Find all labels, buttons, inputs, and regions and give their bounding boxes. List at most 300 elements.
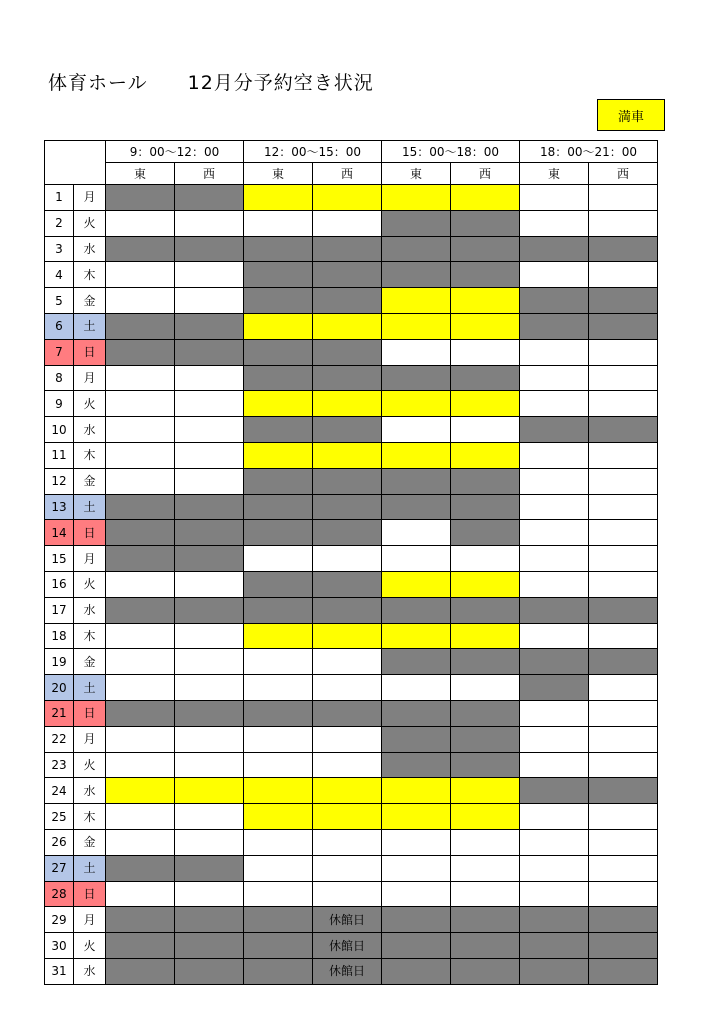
day-number: 30	[45, 933, 74, 959]
slot-cell	[175, 623, 244, 649]
slot-cell	[244, 804, 313, 830]
slot-cell	[451, 778, 520, 804]
slot-cell	[106, 700, 175, 726]
slot-cell	[175, 442, 244, 468]
slot-cell	[520, 365, 589, 391]
slot-cell	[589, 752, 658, 778]
slot-cell	[589, 778, 658, 804]
slot-cell	[106, 907, 175, 933]
slot-cell	[175, 468, 244, 494]
slot-cell	[244, 907, 313, 933]
day-row	[45, 778, 658, 804]
weekday: 金	[74, 829, 106, 855]
slot-cell	[175, 185, 244, 211]
slot-cell	[520, 752, 589, 778]
slot-cell	[382, 829, 451, 855]
slot-cell	[520, 804, 589, 830]
slot-cell	[451, 288, 520, 314]
slot-cell	[106, 339, 175, 365]
closed-day-note: 休館日	[313, 958, 382, 984]
sub-column-header: 東	[106, 163, 175, 185]
slot-cell	[382, 391, 451, 417]
weekday: 火	[74, 210, 106, 236]
slot-cell	[382, 417, 451, 443]
slot-cell	[451, 494, 520, 520]
time-slot-header: 9：00～12：00	[106, 141, 244, 163]
slot-cell	[451, 597, 520, 623]
slot-cell	[589, 623, 658, 649]
slot-cell	[520, 546, 589, 572]
slot-cell	[382, 288, 451, 314]
slot-cell	[382, 339, 451, 365]
slot-cell	[382, 210, 451, 236]
weekday: 月	[74, 726, 106, 752]
slot-cell	[244, 288, 313, 314]
weekday: 水	[74, 236, 106, 262]
slot-cell	[313, 649, 382, 675]
slot-cell	[451, 339, 520, 365]
day-number: 27	[45, 855, 74, 881]
slot-cell	[244, 494, 313, 520]
day-number: 19	[45, 649, 74, 675]
slot-cell	[313, 829, 382, 855]
slot-cell	[382, 958, 451, 984]
day-number: 3	[45, 236, 74, 262]
slot-cell	[589, 855, 658, 881]
slot-cell	[451, 546, 520, 572]
day-row	[45, 546, 658, 572]
slot-cell	[244, 649, 313, 675]
slot-cell	[313, 520, 382, 546]
slot-cell	[175, 417, 244, 443]
slot-cell	[589, 520, 658, 546]
slot-cell	[520, 623, 589, 649]
slot-cell	[589, 391, 658, 417]
day-row	[45, 313, 658, 339]
slot-cell	[175, 365, 244, 391]
slot-cell	[451, 649, 520, 675]
day-number: 8	[45, 365, 74, 391]
weekday: 金	[74, 649, 106, 675]
slot-cell	[451, 262, 520, 288]
weekday: 土	[74, 855, 106, 881]
day-row	[45, 829, 658, 855]
reservation-table	[44, 140, 658, 985]
day-number: 20	[45, 675, 74, 701]
slot-cell	[451, 726, 520, 752]
slot-cell	[106, 210, 175, 236]
slot-cell	[244, 752, 313, 778]
slot-cell	[382, 597, 451, 623]
weekday: 日	[74, 339, 106, 365]
slot-cell	[382, 185, 451, 211]
slot-cell	[451, 571, 520, 597]
slot-cell	[589, 804, 658, 830]
slot-cell	[244, 829, 313, 855]
slot-cell	[520, 571, 589, 597]
slot-cell	[106, 417, 175, 443]
slot-cell	[451, 520, 520, 546]
slot-cell	[244, 185, 313, 211]
slot-cell	[382, 468, 451, 494]
slot-cell	[313, 726, 382, 752]
slot-cell	[520, 649, 589, 675]
slot-cell	[589, 288, 658, 314]
slot-cell	[589, 675, 658, 701]
slot-cell	[244, 262, 313, 288]
day-row	[45, 855, 658, 881]
slot-cell	[589, 958, 658, 984]
slot-cell	[451, 623, 520, 649]
slot-cell	[175, 649, 244, 675]
slot-cell	[175, 778, 244, 804]
slot-cell	[106, 365, 175, 391]
slot-cell	[589, 442, 658, 468]
slot-cell	[451, 933, 520, 959]
slot-cell	[313, 288, 382, 314]
sub-column-header: 東	[382, 163, 451, 185]
day-row	[45, 236, 658, 262]
day-number: 14	[45, 520, 74, 546]
sub-column-header: 東	[520, 163, 589, 185]
weekday: 木	[74, 623, 106, 649]
slot-cell	[313, 881, 382, 907]
slot-cell	[313, 571, 382, 597]
slot-cell	[382, 675, 451, 701]
slot-cell	[589, 236, 658, 262]
slot-cell	[106, 752, 175, 778]
slot-cell	[520, 442, 589, 468]
slot-cell	[175, 933, 244, 959]
slot-cell	[382, 571, 451, 597]
weekday: 金	[74, 468, 106, 494]
slot-cell	[382, 494, 451, 520]
slot-cell	[520, 958, 589, 984]
day-number: 29	[45, 907, 74, 933]
slot-cell	[382, 262, 451, 288]
slot-cell	[244, 546, 313, 572]
slot-cell	[106, 442, 175, 468]
sub-column-header: 東	[244, 163, 313, 185]
slot-cell	[520, 597, 589, 623]
slot-cell	[106, 185, 175, 211]
day-number: 28	[45, 881, 74, 907]
slot-cell	[520, 933, 589, 959]
slot-cell	[313, 391, 382, 417]
slot-cell	[589, 339, 658, 365]
day-row	[45, 933, 658, 959]
slot-cell	[382, 546, 451, 572]
weekday: 火	[74, 933, 106, 959]
day-row	[45, 907, 658, 933]
day-number: 1	[45, 185, 74, 211]
day-number: 2	[45, 210, 74, 236]
slot-cell	[589, 907, 658, 933]
slot-cell	[106, 855, 175, 881]
weekday: 木	[74, 804, 106, 830]
slot-cell	[382, 700, 451, 726]
slot-cell	[106, 236, 175, 262]
slot-cell	[106, 778, 175, 804]
day-row	[45, 442, 658, 468]
slot-cell	[451, 829, 520, 855]
slot-cell	[451, 468, 520, 494]
slot-cell	[175, 520, 244, 546]
slot-cell	[520, 288, 589, 314]
closed-day-note: 休館日	[313, 907, 382, 933]
slot-cell	[589, 262, 658, 288]
slot-cell	[382, 933, 451, 959]
day-row	[45, 881, 658, 907]
slot-cell	[175, 881, 244, 907]
slot-cell	[313, 752, 382, 778]
weekday: 月	[74, 185, 106, 211]
slot-cell	[382, 804, 451, 830]
slot-cell	[175, 700, 244, 726]
slot-cell	[106, 829, 175, 855]
weekday: 金	[74, 288, 106, 314]
slot-cell	[589, 933, 658, 959]
slot-cell	[106, 597, 175, 623]
slot-cell	[520, 339, 589, 365]
day-number: 6	[45, 313, 74, 339]
slot-cell	[244, 881, 313, 907]
page-title: 体育ホール 12月分予約空き状況	[48, 72, 374, 94]
day-number: 31	[45, 958, 74, 984]
slot-cell	[313, 804, 382, 830]
day-number: 16	[45, 571, 74, 597]
slot-cell	[313, 855, 382, 881]
day-row	[45, 262, 658, 288]
slot-cell	[106, 391, 175, 417]
slot-cell	[589, 649, 658, 675]
slot-cell	[589, 829, 658, 855]
slot-cell	[520, 210, 589, 236]
day-number: 21	[45, 700, 74, 726]
slot-cell	[520, 391, 589, 417]
day-number: 7	[45, 339, 74, 365]
slot-cell	[520, 675, 589, 701]
slot-cell	[451, 365, 520, 391]
day-row	[45, 623, 658, 649]
slot-cell	[244, 855, 313, 881]
slot-cell	[589, 417, 658, 443]
weekday: 月	[74, 546, 106, 572]
slot-cell	[313, 597, 382, 623]
slot-cell	[175, 288, 244, 314]
day-number: 22	[45, 726, 74, 752]
slot-cell	[520, 778, 589, 804]
slot-cell	[589, 185, 658, 211]
weekday: 土	[74, 313, 106, 339]
slot-cell	[520, 185, 589, 211]
slot-cell	[520, 855, 589, 881]
weekday: 月	[74, 365, 106, 391]
day-number: 4	[45, 262, 74, 288]
slot-cell	[520, 417, 589, 443]
day-row	[45, 675, 658, 701]
slot-cell	[451, 313, 520, 339]
day-row	[45, 520, 658, 546]
slot-cell	[382, 520, 451, 546]
slot-cell	[244, 468, 313, 494]
slot-cell	[589, 700, 658, 726]
slot-cell	[106, 520, 175, 546]
slot-cell	[106, 288, 175, 314]
weekday: 水	[74, 958, 106, 984]
slot-cell	[175, 494, 244, 520]
closed-day-note: 休館日	[313, 933, 382, 959]
slot-cell	[382, 726, 451, 752]
slot-cell	[382, 365, 451, 391]
slot-cell	[244, 933, 313, 959]
weekday: 火	[74, 752, 106, 778]
slot-cell	[175, 391, 244, 417]
slot-cell	[589, 313, 658, 339]
slot-cell	[175, 313, 244, 339]
slot-cell	[244, 623, 313, 649]
weekday: 火	[74, 391, 106, 417]
slot-cell	[175, 675, 244, 701]
slot-cell	[382, 778, 451, 804]
slot-cell	[451, 804, 520, 830]
day-number: 10	[45, 417, 74, 443]
time-slot-header: 15：00～18：00	[382, 141, 520, 163]
day-number: 18	[45, 623, 74, 649]
slot-cell	[244, 675, 313, 701]
day-number: 17	[45, 597, 74, 623]
slot-cell	[244, 313, 313, 339]
sub-column-header: 西	[175, 163, 244, 185]
sub-column-header: 西	[451, 163, 520, 185]
weekday: 木	[74, 442, 106, 468]
slot-cell	[382, 623, 451, 649]
slot-cell	[244, 442, 313, 468]
slot-cell	[175, 236, 244, 262]
day-number: 13	[45, 494, 74, 520]
slot-cell	[451, 675, 520, 701]
time-slot-header: 18：00～21：00	[520, 141, 658, 163]
slot-cell	[106, 546, 175, 572]
slot-cell	[106, 726, 175, 752]
day-number: 23	[45, 752, 74, 778]
slot-cell	[589, 365, 658, 391]
slot-cell	[175, 752, 244, 778]
slot-cell	[451, 210, 520, 236]
slot-cell	[244, 700, 313, 726]
slot-cell	[106, 571, 175, 597]
day-number: 9	[45, 391, 74, 417]
slot-cell	[244, 726, 313, 752]
slot-cell	[106, 623, 175, 649]
slot-cell	[244, 597, 313, 623]
time-slot-header: 12：00～15：00	[244, 141, 382, 163]
day-row	[45, 494, 658, 520]
slot-cell	[382, 855, 451, 881]
slot-cell	[106, 933, 175, 959]
weekday: 水	[74, 778, 106, 804]
slot-cell	[313, 494, 382, 520]
slot-cell	[382, 649, 451, 675]
slot-cell	[520, 700, 589, 726]
slot-cell	[520, 726, 589, 752]
day-number: 25	[45, 804, 74, 830]
slot-cell	[244, 571, 313, 597]
slot-cell	[106, 494, 175, 520]
slot-cell	[451, 442, 520, 468]
weekday: 日	[74, 700, 106, 726]
slot-cell	[106, 649, 175, 675]
day-number: 26	[45, 829, 74, 855]
weekday: 火	[74, 571, 106, 597]
day-row	[45, 958, 658, 984]
slot-cell	[313, 417, 382, 443]
day-row	[45, 288, 658, 314]
day-row	[45, 417, 658, 443]
slot-cell	[589, 210, 658, 236]
slot-cell	[520, 494, 589, 520]
slot-cell	[175, 804, 244, 830]
slot-cell	[106, 804, 175, 830]
weekday: 月	[74, 907, 106, 933]
slot-cell	[313, 262, 382, 288]
slot-cell	[313, 546, 382, 572]
slot-cell	[175, 726, 244, 752]
weekday: 水	[74, 417, 106, 443]
slot-cell	[451, 417, 520, 443]
slot-cell	[451, 752, 520, 778]
slot-cell	[244, 210, 313, 236]
legend-full-badge: 満車	[597, 99, 665, 131]
weekday: 日	[74, 520, 106, 546]
slot-cell	[313, 778, 382, 804]
slot-cell	[244, 391, 313, 417]
slot-cell	[520, 262, 589, 288]
slot-cell	[175, 571, 244, 597]
slot-cell	[106, 675, 175, 701]
time-slot-header-row	[45, 141, 658, 163]
day-number: 24	[45, 778, 74, 804]
slot-cell	[451, 907, 520, 933]
slot-cell	[313, 675, 382, 701]
day-row	[45, 726, 658, 752]
slot-cell	[175, 597, 244, 623]
slot-cell	[520, 468, 589, 494]
weekday: 日	[74, 881, 106, 907]
day-row	[45, 700, 658, 726]
slot-cell	[106, 468, 175, 494]
slot-cell	[382, 313, 451, 339]
day-number: 11	[45, 442, 74, 468]
slot-cell	[313, 442, 382, 468]
slot-cell	[589, 881, 658, 907]
slot-cell	[451, 700, 520, 726]
slot-cell	[175, 210, 244, 236]
slot-cell	[451, 855, 520, 881]
slot-cell	[520, 907, 589, 933]
sub-column-header: 西	[589, 163, 658, 185]
day-row	[45, 365, 658, 391]
slot-cell	[175, 339, 244, 365]
slot-cell	[382, 236, 451, 262]
sub-column-header-row	[45, 163, 658, 185]
slot-cell	[451, 958, 520, 984]
slot-cell	[313, 313, 382, 339]
day-row	[45, 804, 658, 830]
slot-cell	[589, 494, 658, 520]
slot-cell	[451, 881, 520, 907]
day-row	[45, 339, 658, 365]
